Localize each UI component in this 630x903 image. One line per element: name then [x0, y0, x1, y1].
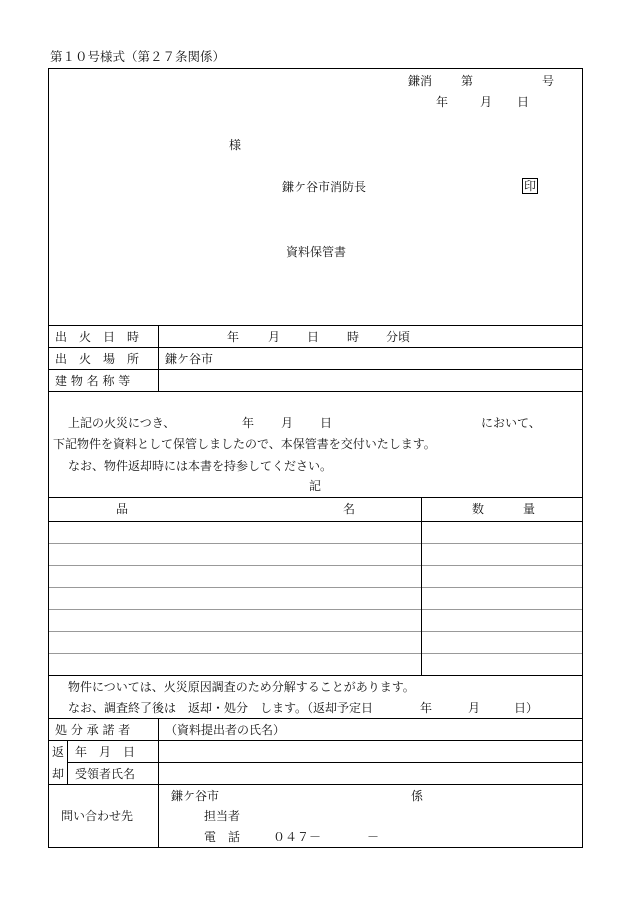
issue-day: 日: [517, 95, 530, 109]
contact-tel-value: ０４７－: [273, 830, 322, 844]
contact-tel-dash: －: [367, 830, 380, 844]
form-frame: [48, 68, 583, 848]
form-number-label: 第１０号様式（第２７条関係）: [50, 49, 226, 64]
statement-year: 年: [242, 416, 255, 430]
recipient-suffix: 様: [229, 138, 242, 152]
notes-return-month: 月: [468, 701, 481, 715]
fire-place-label: 出 火 場 所: [55, 352, 140, 366]
seal-mark: 印: [524, 179, 537, 193]
doc-number-dai: 第: [461, 74, 474, 88]
return-side-2: 却: [52, 767, 65, 781]
fire-date-label: 出 火 日 時: [55, 330, 140, 344]
building-name-label: 建 物 名 称 等: [55, 374, 131, 388]
contact-tel-label: 電 話: [204, 830, 241, 844]
return-date-label: 年 月 日: [75, 745, 136, 759]
issue-month: 月: [480, 95, 493, 109]
statement-day: 日: [320, 416, 333, 430]
fire-date-day: 日: [307, 330, 320, 344]
disposal-label: 処 分 承 諾 者: [55, 723, 131, 737]
statement-line1-start: 上記の火災につき、: [68, 416, 176, 430]
issuer-name: 鎌ケ谷市消防長: [282, 180, 367, 194]
return-side-1: 返: [52, 745, 65, 759]
fire-date-minute: 分頃: [386, 330, 411, 344]
doc-number-prefix: 鎌消: [408, 74, 433, 88]
col-qty-2: 量: [523, 502, 536, 516]
statement-month: 月: [281, 416, 294, 430]
contact-person: 担当者: [204, 809, 241, 823]
fire-date-month: 月: [268, 330, 281, 344]
disposal-value: （資料提出者の氏名）: [165, 723, 286, 737]
statement-line3: なお、物件返却時には本書を持参してください。: [68, 459, 333, 473]
notes-return-year: 年: [420, 701, 433, 715]
contact-section: 係: [411, 789, 424, 803]
col-qty-1: 数: [472, 502, 485, 516]
fire-date-hour: 時: [347, 330, 360, 344]
ki-heading: 記: [309, 479, 322, 493]
col-mei: 名: [343, 502, 356, 516]
fire-place-value: 鎌ケ谷市: [165, 352, 214, 366]
statement-line2: 下記物件を資料として保管しましたので、本保管書を交付いたします。: [53, 437, 436, 451]
notes-line1: 物件については、火災原因調査のため分解することがあります。: [68, 680, 415, 694]
fire-date-year: 年: [227, 330, 240, 344]
col-hin: 品: [116, 502, 129, 516]
document-title: 資料保管書: [286, 245, 347, 259]
statement-line1-end: において、: [481, 416, 541, 430]
notes-line2: なお、調査終了後は 返却・処分 します。（返却予定日: [68, 701, 374, 715]
contact-label: 問い合わせ先: [61, 809, 134, 823]
contact-city: 鎌ケ谷市: [171, 789, 220, 803]
notes-return-day: 日）: [514, 701, 539, 715]
issue-year: 年: [436, 95, 449, 109]
doc-number-go: 号: [542, 74, 555, 88]
receiver-name-label: 受領者氏名: [75, 767, 136, 781]
